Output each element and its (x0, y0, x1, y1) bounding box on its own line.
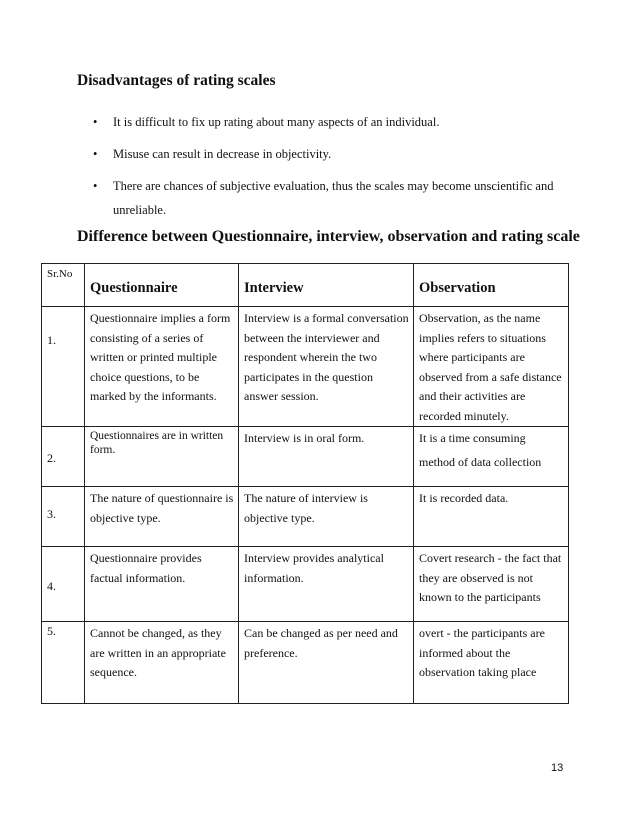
cell-observation (414, 307, 569, 427)
section-heading-difference: Difference between Questionnaire, interview, observation and rating scale (77, 228, 580, 245)
cell-srno (42, 487, 85, 547)
header-srno-label: Sr.No (47, 268, 73, 280)
comparison-table (41, 263, 569, 704)
srno-value: 2. (47, 451, 56, 465)
observation-text: It is a time consuming (419, 431, 526, 445)
table-row (42, 547, 569, 622)
srno-value: 1. (47, 333, 56, 347)
header-observation (414, 264, 569, 307)
cell-interview (239, 427, 414, 487)
interview-text: Can be changed as per need and preference. (244, 626, 398, 660)
cell-observation (414, 427, 569, 487)
header-srno (42, 264, 85, 307)
bullet-symbol: • (93, 115, 98, 129)
table-row (42, 622, 569, 704)
cell-srno (42, 622, 85, 704)
header-questionnaire-label: Questionnaire (90, 280, 178, 296)
cell-questionnaire (85, 307, 239, 427)
table-row (42, 307, 569, 427)
questionnaire-text: The nature of questionnaire is objective type. (90, 491, 234, 525)
interview-text: Interview is a formal conversation between the interviewer and respondent wherein the two participates in the question answer session. (244, 311, 409, 403)
page-number: 13 (551, 762, 564, 774)
cell-observation (414, 487, 569, 547)
cell-srno (42, 307, 85, 427)
bullet-text: Misuse can result in decrease in objectivity. (113, 147, 332, 161)
interview-text: Interview is in oral form. (244, 431, 365, 445)
table-header-row (42, 264, 569, 307)
cell-interview (239, 307, 414, 427)
srno-value: 4. (47, 579, 56, 593)
srno-value: 5. (47, 624, 56, 638)
cell-interview (239, 622, 414, 704)
cell-interview (239, 547, 414, 622)
bullet-text: It is difficult to fix up rating about many aspects of an individual. (113, 115, 440, 129)
observation-text: It is recorded data. (419, 491, 509, 505)
observation-text: overt - the participants are informed about the observation taking place (419, 626, 545, 679)
questionnaire-text: Cannot be changed, as they are written in an appropriate sequence. (90, 626, 226, 679)
questionnaire-text: Questionnaire provides factual information. (90, 551, 202, 585)
observation-text-continued: method of data collection (419, 454, 542, 469)
cell-observation (414, 547, 569, 622)
bullet-text: There are chances of subjective evaluation, thus the scales may become unscientific and (113, 179, 554, 193)
cell-srno (42, 547, 85, 622)
observation-text: Observation, as the name implies refers to situations where participants are observed from a safe distance and their activities are recorded minutely. (419, 311, 562, 423)
bullet-symbol: • (93, 147, 98, 161)
bullet-text-continued: unreliable. (113, 203, 167, 217)
header-observation-label: Observation (419, 280, 496, 296)
cell-questionnaire (85, 547, 239, 622)
observation-text: Covert research - the fact that they are observed is not known to the participants (419, 551, 562, 604)
cell-questionnaire (85, 622, 239, 704)
header-questionnaire (85, 264, 239, 307)
table-row (42, 427, 569, 487)
srno-value: 3. (47, 507, 56, 521)
table-row (42, 487, 569, 547)
header-interview (239, 264, 414, 307)
section-heading-disadvantages: Disadvantages of rating scales (77, 72, 276, 89)
questionnaire-text: Questionnaire implies a form consisting of a series of written or printed multiple choice questions, to be marked by the informants. (90, 311, 231, 403)
cell-questionnaire (85, 427, 239, 487)
bullet-symbol: • (93, 179, 98, 193)
interview-text: Interview provides analytical information. (244, 551, 384, 585)
cell-interview (239, 487, 414, 547)
cell-srno (42, 427, 85, 487)
cell-questionnaire (85, 487, 239, 547)
header-interview-label: Interview (244, 280, 304, 296)
cell-observation (414, 622, 569, 704)
questionnaire-text: Questionnaires are in written form. (90, 430, 224, 456)
interview-text: The nature of interview is objective type. (244, 491, 368, 525)
